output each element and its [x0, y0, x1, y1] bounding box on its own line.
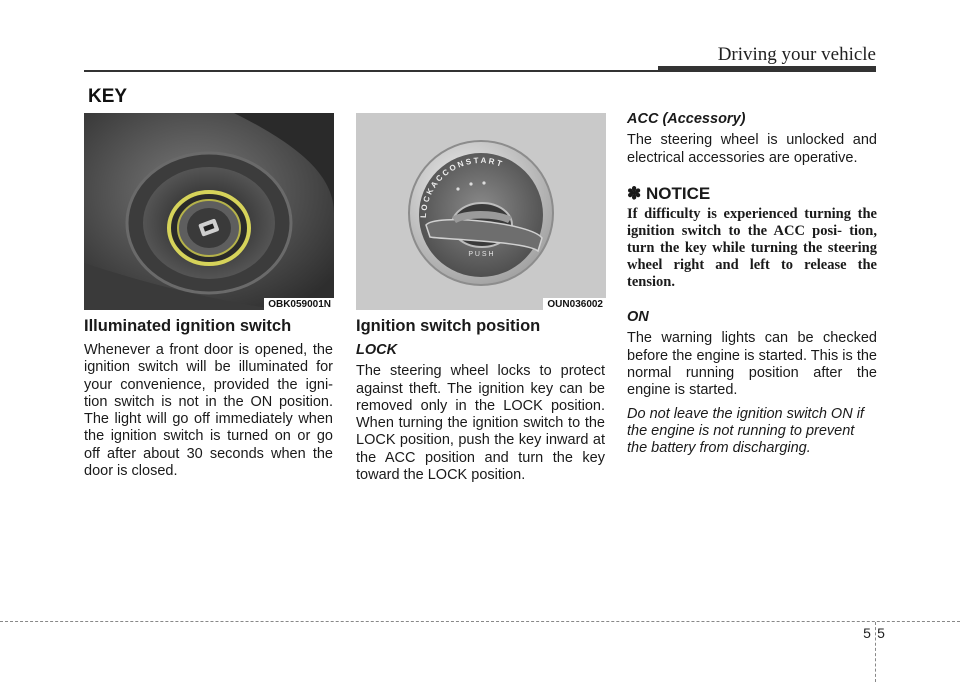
- lock-title: LOCK: [356, 342, 398, 358]
- illuminated-switch-body: Whenever a front door is opened, the ignition switch will be illuminated for your convenience, provided the igni- tion switch is not in the ON position. The light will go off immediately when the ignition switch is turned on or go off after about 30 seconds when the door is closed.: [84, 342, 333, 480]
- notice-body: If difficulty is experienced turning the ignition switch to the ACC posi- tion, turn the key while turning the steering wheel right and left to release the tension.: [627, 206, 877, 291]
- page-number-value: 5: [877, 625, 885, 641]
- column-3: [627, 111, 877, 458]
- page-number: [860, 625, 888, 641]
- header-rule-accent: [658, 66, 876, 72]
- acc-body: The steering wheel is unlocked and electrical accessories are operative.: [627, 132, 877, 166]
- column-2: [356, 316, 605, 484]
- switch-position-heading: Ignition switch position: [356, 317, 541, 335]
- illuminated-switch-heading: Illuminated ignition switch: [84, 317, 292, 335]
- figure-code: OUN036002: [543, 298, 606, 310]
- column-1: [84, 316, 333, 480]
- figure-code: OBK059001N: [264, 298, 334, 310]
- switch-position-figure: [356, 113, 606, 310]
- on-body: The warning lights can be checked before the engine is started. This is the normal running position after the engine is started.: [627, 330, 877, 399]
- push-label: P U S H: [468, 251, 494, 258]
- ring-labels: L O C K A C C O N S T A R T: [418, 155, 503, 219]
- on-title: ON: [627, 309, 649, 326]
- on-note: Do not leave the ignition switch ON if the engine is not running to prevent the battery from discharging.: [627, 405, 864, 457]
- acc-title: ACC (Accessory): [627, 111, 746, 127]
- switch-position-diagram: [356, 113, 606, 310]
- lock-body: The steering wheel locks to protect against theft. The ignition key can be removed only in the LOCK position. When turning the ignition switch to the LOCK position, push the key inward at the ACC position and turn the key toward the LOCK position.: [356, 363, 605, 484]
- running-header: Driving your vehicle: [717, 44, 876, 65]
- chapter-number: 5: [863, 625, 871, 641]
- illuminated-switch-figure: [84, 113, 334, 310]
- section-title: KEY: [88, 86, 128, 107]
- ignition-switch-photo: [84, 113, 334, 310]
- notice-title: ✽ NOTICE: [627, 183, 711, 203]
- footer-rule: [0, 621, 960, 622]
